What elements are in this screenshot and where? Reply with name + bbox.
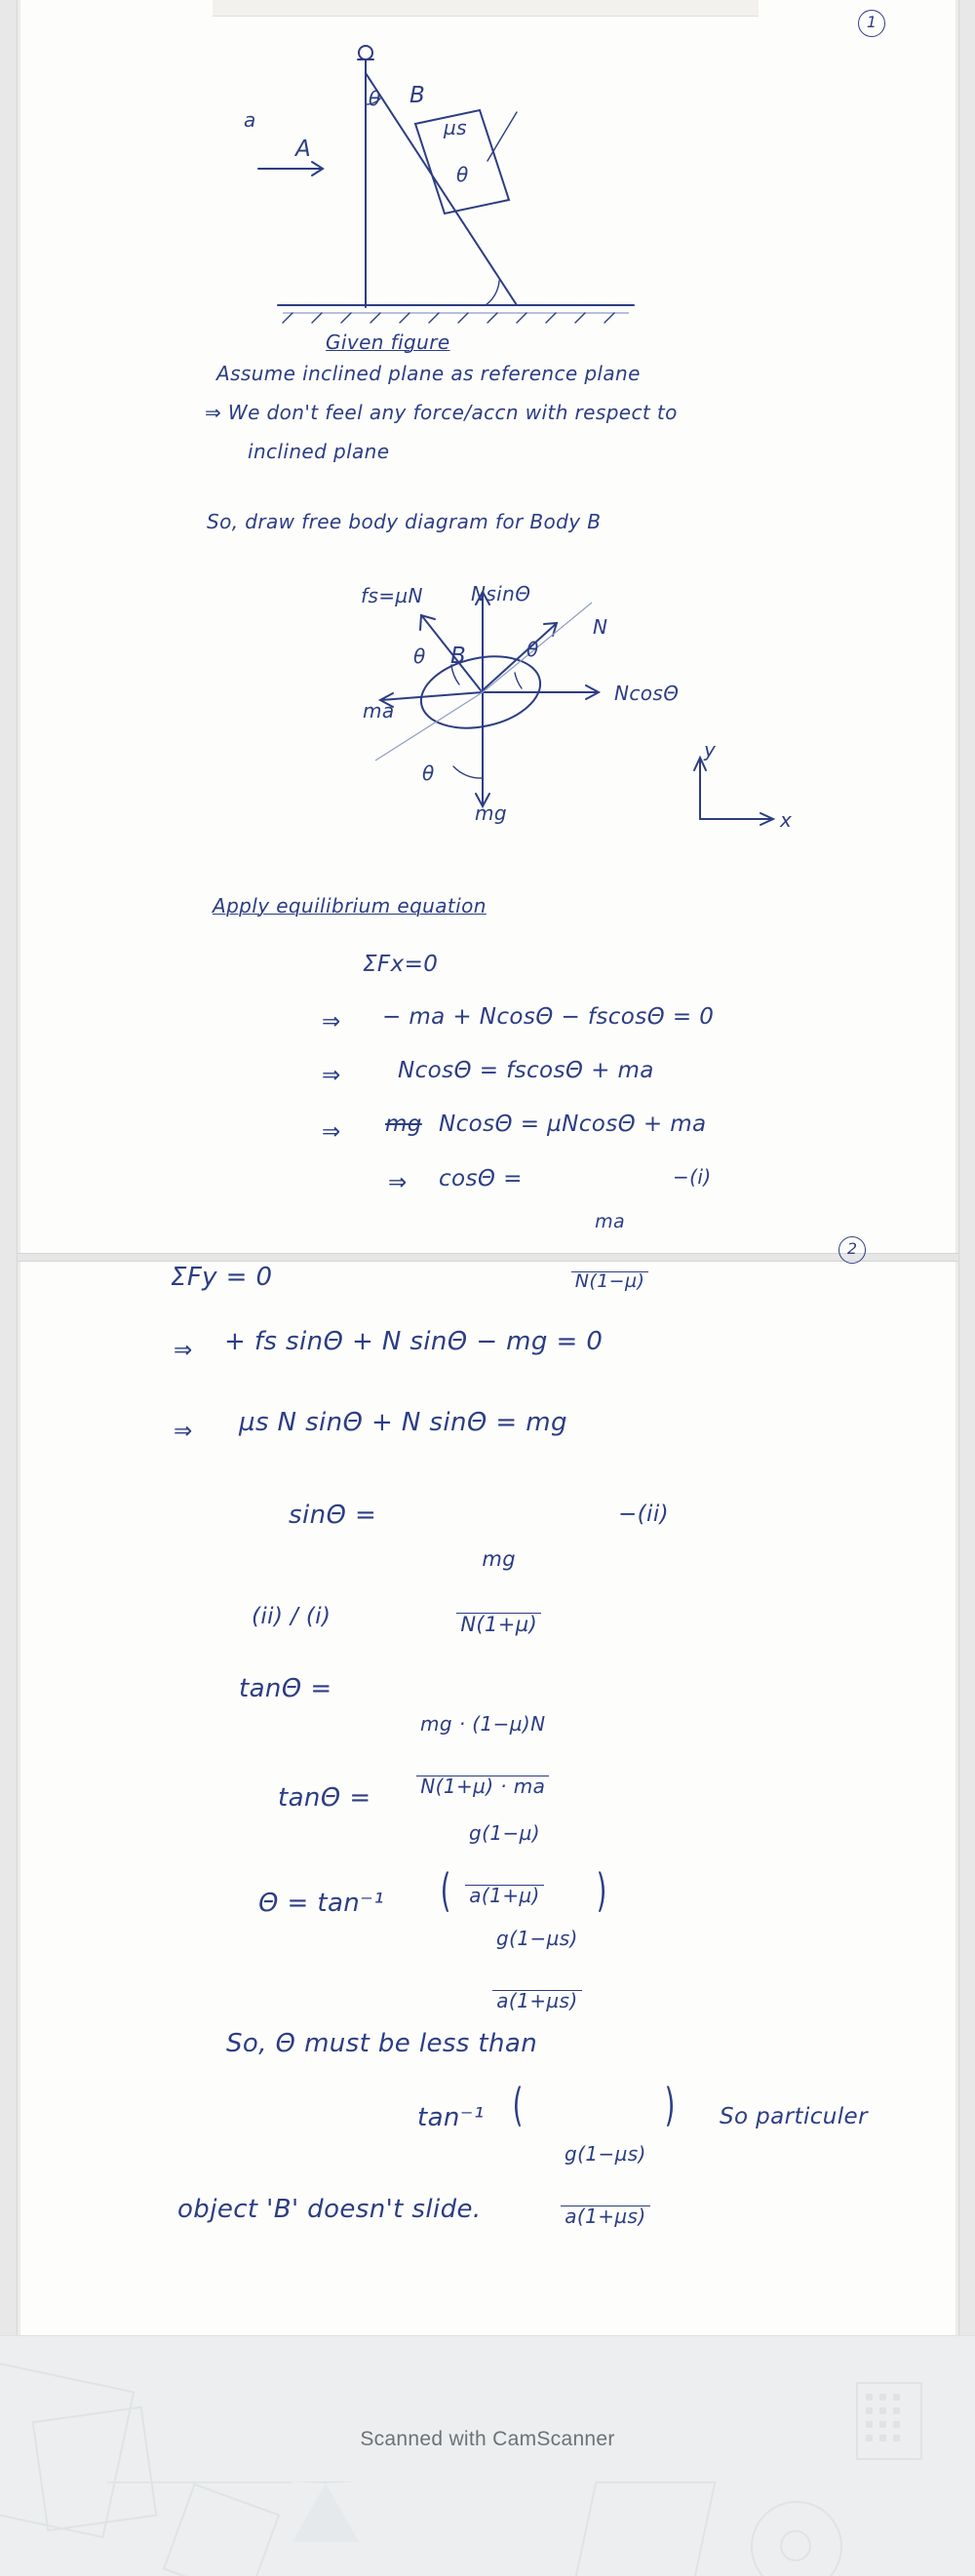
figure1-caption: Given figure: [326, 331, 450, 354]
note-line-1: Assume inclined plane as reference plane: [216, 362, 641, 385]
figure1-label-body-b: B: [410, 83, 426, 108]
fbd-label-theta-right: θ: [526, 638, 539, 661]
ratio-heading: (ii) / (i): [252, 1604, 332, 1629]
fbd-label-nsin: NsinΘ: [471, 582, 531, 605]
figure-free-body-diagram: [336, 575, 726, 868]
cos-result-fraction: [546, 1152, 648, 1351]
conclusion-line-1: So, Θ must be less than: [226, 2029, 538, 2058]
tan-result-lhs-1: tanΘ =: [239, 1674, 332, 1703]
tan-result-lhs-2: tanΘ =: [278, 1783, 371, 1813]
fy-step-1: + fs sinΘ + N sinΘ − mg = 0: [224, 1327, 604, 1356]
page-marker-1: 1: [858, 10, 885, 37]
conclusion-open-paren: (: [512, 2079, 524, 2131]
fbd-label-ncos: NcosΘ: [614, 682, 680, 705]
arrow-2: ⇒: [322, 1063, 341, 1088]
sin-result-lhs: sinΘ =: [289, 1501, 377, 1530]
footer-top-rule: [0, 2335, 975, 2336]
conclusion-close-paren: ): [664, 2079, 676, 2131]
note-line-4: So, draw free body diagram for Body B: [207, 510, 602, 533]
figure1-label-body-a: A: [295, 137, 312, 162]
camscanner-footer: [0, 2335, 975, 2576]
figure1-label-theta-base: θ: [456, 163, 469, 186]
page-marker-2: 2: [838, 1236, 866, 1264]
cos-result-lhs: cosΘ =: [439, 1166, 523, 1191]
footer-decor-line-1: [107, 2481, 292, 2483]
fbd-label-normal: N: [593, 615, 608, 639]
paper-left-edge: [18, 0, 20, 2335]
conclusion-tan-lhs: tan⁻¹: [417, 2103, 485, 2132]
footer-decor-circle-inner: [780, 2530, 811, 2561]
figure-inclined-plane: [224, 44, 682, 317]
equilibrium-step-2: NcosΘ = fscosΘ + ma: [398, 1058, 654, 1083]
conclusion-numerator: g(1−µs): [565, 2142, 646, 2166]
paper-top-strip: [213, 0, 759, 17]
equilibrium-step-3: NcosΘ = µNcosΘ + ma: [439, 1112, 707, 1137]
scan-seam-divider: [18, 1253, 958, 1262]
fbd-label-theta-left: θ: [413, 644, 426, 668]
fbd-label-body: B: [450, 644, 467, 669]
sin-result-denominator: N(1+µ): [456, 1613, 541, 1635]
conclusion-trailing: So particuler: [720, 2104, 868, 2129]
equation-label-1: −(i): [673, 1165, 712, 1189]
axes-gizmo: [682, 738, 800, 848]
sum-fy-equation: ΣFy = 0: [171, 1263, 273, 1292]
struck-out-text: mg: [385, 1112, 422, 1137]
sum-fx-equation: ΣFx=0: [363, 952, 439, 977]
tan-numerator-2: g(1−µ): [469, 1821, 540, 1845]
theta-open-paren: (: [440, 1864, 451, 1917]
footer-decor-square-left-2: [32, 2406, 158, 2532]
tan-denominator-1: N(1+µ) · ma: [416, 1776, 549, 1797]
note-line-2: ⇒ We don't feel any force/accn with respect to: [205, 401, 678, 424]
figure1-label-acceleration: a: [244, 108, 256, 132]
figure1-label-friction: µs: [444, 116, 467, 139]
tan-denominator-2: a(1+µ): [465, 1885, 544, 1906]
arrow-5: ⇒: [174, 1338, 193, 1363]
conclusion-denominator: a(1+µs): [561, 2205, 650, 2227]
cos-result-denominator: N(1−µ): [571, 1271, 649, 1292]
cos-result-numerator: ma: [595, 1210, 626, 1232]
arrow-3: ⇒: [322, 1119, 341, 1145]
theta-numerator: g(1−µs): [496, 1927, 578, 1950]
fbd-label-friction: fs=µN: [361, 584, 423, 607]
footer-decor-triangle: [292, 2481, 359, 2542]
footer-decor-square-left-3: [163, 2483, 280, 2576]
equilibrium-heading: Apply equilibrium equation: [213, 894, 487, 917]
arrow-6: ⇒: [174, 1419, 193, 1444]
note-line-3: inclined plane: [248, 440, 390, 463]
theta-result-lhs: Θ = tan⁻¹: [258, 1889, 385, 1918]
arrow-1: ⇒: [322, 1009, 341, 1034]
equilibrium-step-1: − ma + NcosΘ − fscosΘ = 0: [382, 1004, 715, 1030]
conclusion-fraction: [534, 2081, 650, 2290]
axis-label-x: x: [780, 808, 793, 832]
theta-denominator: a(1+µs): [492, 1990, 582, 2011]
camscanner-watermark: Scanned with CamScanner: [360, 2428, 615, 2450]
tan-numerator-1: mg · (1−µ)N: [420, 1712, 546, 1736]
fbd-label-ma: ma: [363, 699, 395, 722]
equation-label-2: −(ii): [618, 1502, 669, 1527]
paper-right-edge: [956, 0, 958, 2335]
arrow-4: ⇒: [388, 1170, 408, 1195]
sin-result-numerator: mg: [482, 1547, 517, 1572]
conclusion-line-2: object 'B' doesn't slide.: [177, 2195, 482, 2224]
theta-close-paren: ): [596, 1864, 607, 1917]
footer-decor-shape-right: [574, 2481, 716, 2576]
axis-label-y: y: [704, 738, 717, 761]
figure1-label-theta-top: θ: [369, 87, 381, 110]
fbd-label-theta-bottom: θ: [422, 761, 435, 785]
fy-step-2: µs N sinΘ + N sinΘ = mg: [239, 1408, 567, 1437]
fbd-label-mg: mg: [475, 801, 507, 825]
